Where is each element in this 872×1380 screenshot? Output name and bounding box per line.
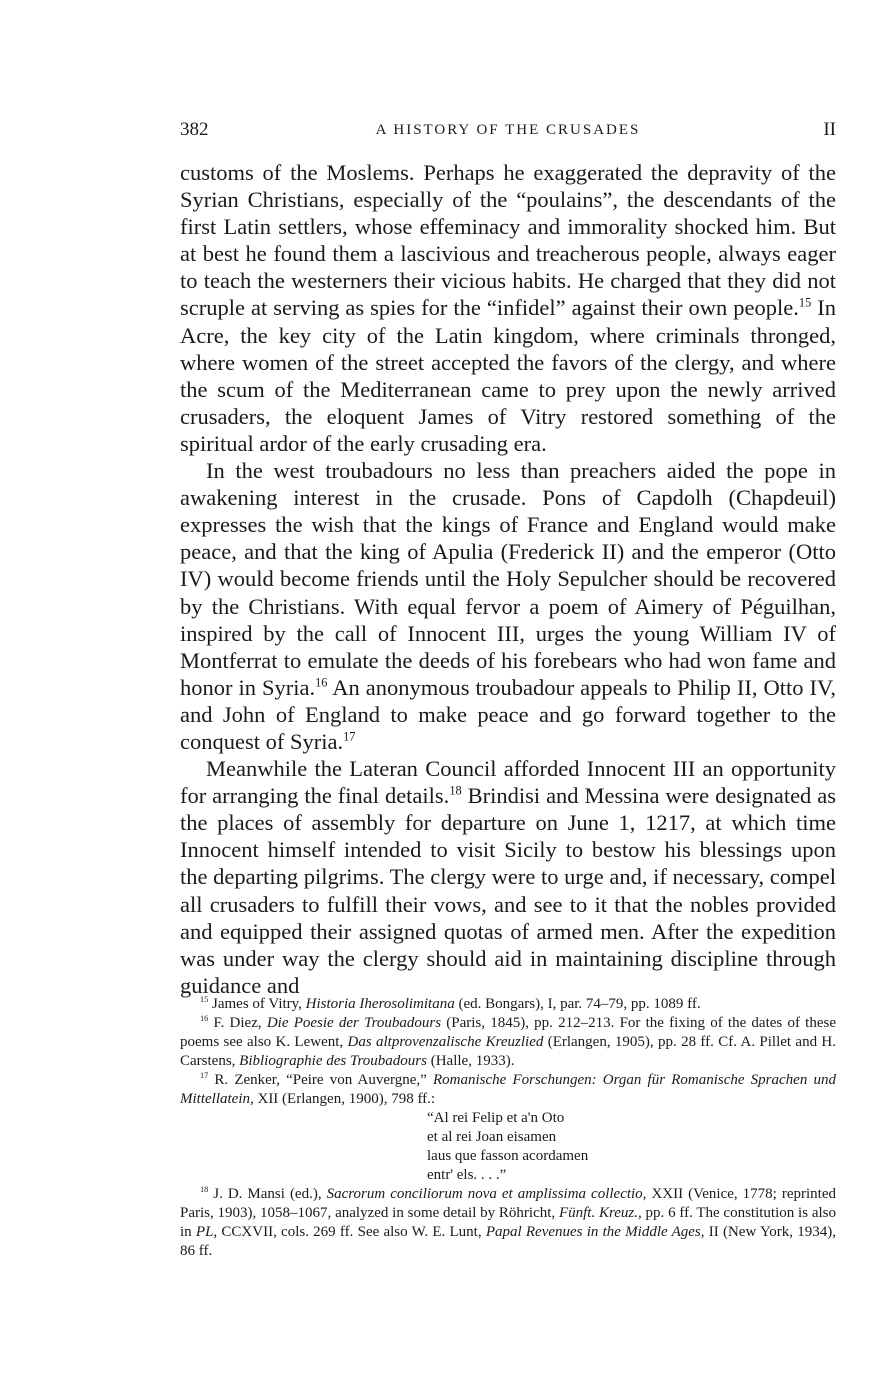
verse-line: et al rei Joan eisamen: [427, 1129, 557, 1145]
footnote-17: $^{17}$ R. Zenker, “Peire von Auvergne,” Romanische Forschungen: Organ für Romanische Sprachen und Mittellatein, XII (Erlangen, 1900), 798 ff.:: [180, 1071, 836, 1107]
footnote-ref-17: 17: [343, 729, 356, 744]
paragraph-2: In the west troubadours no less than preachers aided the pope in awakening interest in the crusade. Pons of Capdolh (Chapdeuil) expresses the wish that the kings of France and England would make peace, and that the king of Apulia (Frederick II) and the emperor (Otto IV) would become friends until the Holy Sepulcher should be recovered by the Christians. With equal fervor a poem of Aimery of Péguilhan, inspired by the call of Innocent III, urges the young William IV of Montferrat to emulate the deeds of his forebears who had won fame and honor in Syria.$^{16}$ An anonymous troubadour appeals to Philip II, Otto IV, and John of England to make peace and go forward together to the conquest of Syria.$^{17}$: [180, 458, 836, 754]
running-header: [180, 116, 836, 144]
running-title: A HISTORY OF THE CRUSADES: [375, 122, 641, 138]
paragraph-1: customs of the Moslems. Perhaps he exaggerated the depravity of the Syrian Christians, especially of the “poulains”, the descendants of the first Latin settlers, whose effeminacy and immorality shocked him. But at best he found them a lascivious and treacherous people, always eager to teach the westerners their vicious habits. He charged that they did not scruple at serving as spies for the “infidel” against their own people.$^{15}$ In Acre, the key city of the Latin kingdom, where criminals thronged, where women of the street accepted the favors of the clergy, and where the scum of the Mediterranean came to prey upon the newly arrived crusaders, the eloquent James of Vitry restored something of the spiritual ardor of the early crusading era.: [180, 160, 836, 456]
footnotes: [180, 995, 836, 1261]
verse-line: laus que fasson acordamen: [427, 1148, 589, 1164]
footnote-15: $^{15}$ James of Vitry, Historia Iherosolimitana (ed. Bongars), I, par. 74–79, pp. 1089 ff.: [200, 995, 701, 1012]
paragraph-3: Meanwhile the Lateran Council afforded Innocent III an opportunity for arranging the final details.$^{18}$ Brindisi and Messina were designated as the places of assembly for departure on June 1, 1217, at which time Innocent himself intended to visit Sicily to bestow his blessings upon the departing pilgrims. The clergy were to urge and, if necessary, compel all crusaders to fulfill their vows, and see to it that the nobles provided and equipped their assigned quotas of armed men. After the expedition was under way the clergy should aid in maintaining discipline through guidance and: [180, 756, 836, 998]
page-number: 382: [180, 119, 209, 140]
footnote-ref-16: 16: [315, 675, 328, 690]
verse-line: entr' els. . . .”: [427, 1167, 507, 1183]
footnote-ref-15: 15: [798, 295, 812, 310]
footnote-18: $^{18}$ J. D. Mansi (ed.), Sacrorum conciliorum nova et amplissima collectio, XXII (Venice, 1778; reprinted Paris, 1903), 1058–1067, analyzed in some detail by Röhricht, Fünft. Kreuz., pp. 6 ff. The constitution is also in PL, CCXVII, cols. 269 ff. See also W. E. Lunt, Papal Revenues in the Middle Ages, II (New York, 1934), 86 ff.: [180, 1185, 837, 1259]
verse-line: “Al rei Felip et a'n Oto: [427, 1110, 565, 1126]
footnote-ref-18: 18: [449, 783, 462, 798]
footnote-16: $^{16}$ F. Diez, Die Poesie der Troubadours (Paris, 1845), pp. 212–213. For the fixing of the dates of these poems see also K. Lewent, Das altprovenzalische Kreuzlied (Erlangen, 1905), pp. 28 ff. Cf. A. Pillet and H. Carstens, Bibliographie des Troubadours (Halle, 1933).: [180, 1014, 836, 1069]
main-text: [180, 159, 836, 999]
part-number: II: [823, 119, 836, 140]
